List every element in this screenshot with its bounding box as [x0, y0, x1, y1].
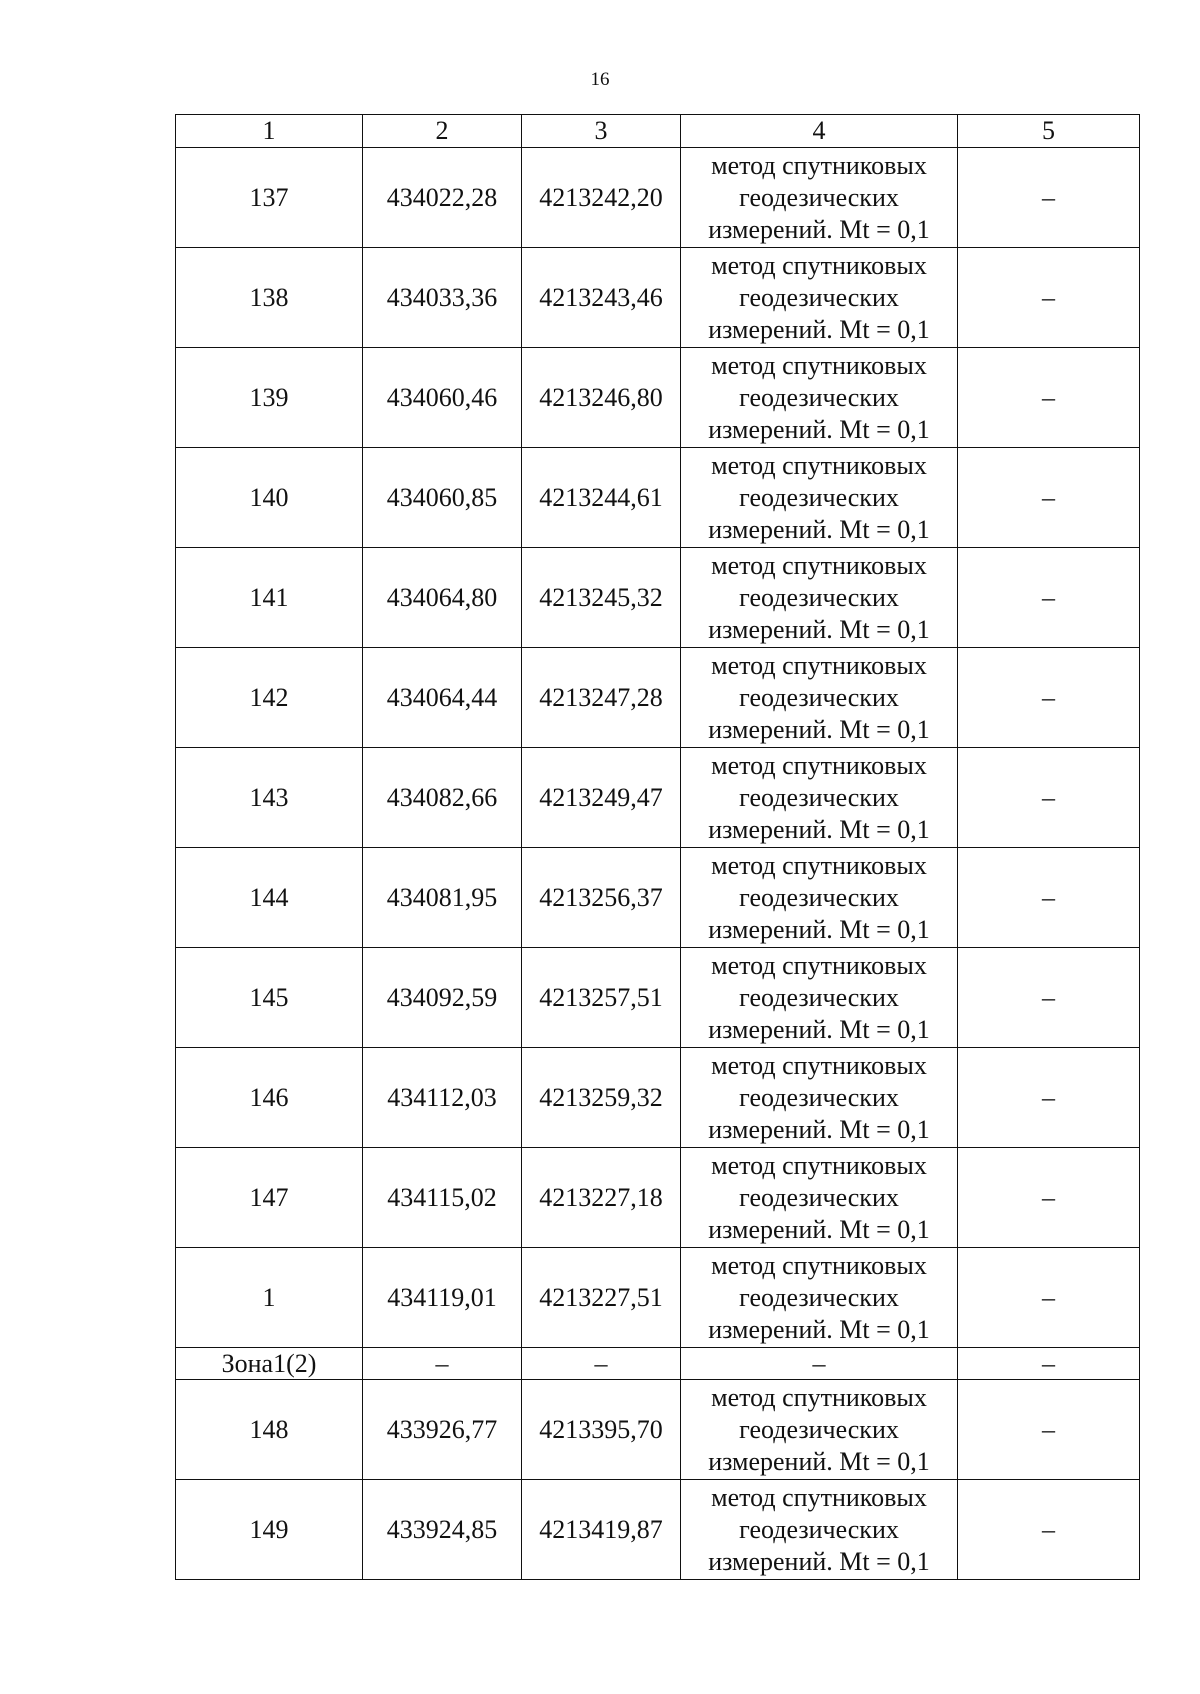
table-row	[176, 948, 1140, 1048]
point-number-cell: 145	[176, 948, 363, 1048]
method-text-line3: измерений. Mt = 0,1	[708, 1114, 930, 1144]
note-cell: –	[958, 548, 1140, 648]
method-text-line3: измерений. Mt = 0,1	[708, 1446, 930, 1476]
note-cell: –	[958, 648, 1140, 748]
method-text-line2: геодезических	[739, 1082, 899, 1112]
point-number-cell: 144	[176, 848, 363, 948]
point-number-cell: 137	[176, 148, 363, 248]
note-cell: –	[958, 1480, 1140, 1580]
method-text-line1: метод спутниковых	[711, 550, 927, 580]
method-text-line1: метод спутниковых	[711, 1050, 927, 1080]
method-text-line3: измерений. Mt = 0,1	[708, 1314, 930, 1344]
table-row	[176, 1480, 1140, 1580]
method-text-line1: метод спутниковых	[711, 1250, 927, 1280]
method-text-line2: геодезических	[739, 782, 899, 812]
table-row	[176, 1048, 1140, 1148]
coordinates-table	[175, 114, 1140, 1580]
method-text-line3: измерений. Mt = 0,1	[708, 714, 930, 744]
note-cell: –	[958, 848, 1140, 948]
point-number-cell: 147	[176, 1148, 363, 1248]
header-cell-1: 1	[176, 115, 363, 148]
method-text-line3: измерений. Mt = 0,1	[708, 214, 930, 244]
method-text-line3: измерений. Mt = 0,1	[708, 814, 930, 844]
method-text-line2: геодезических	[739, 482, 899, 512]
method-text-line1: метод спутниковых	[711, 350, 927, 380]
method-cell	[681, 148, 958, 248]
note-cell: –	[958, 1380, 1140, 1480]
y-coordinate-cell: 4213243,46	[522, 248, 681, 348]
point-number-cell: 1	[176, 1248, 363, 1348]
note-cell: –	[958, 1048, 1140, 1148]
point-number-cell: 138	[176, 248, 363, 348]
method-text-line2: геодезических	[739, 382, 899, 412]
note-cell: –	[958, 348, 1140, 448]
method-text-line3: измерений. Mt = 0,1	[708, 1546, 930, 1576]
zone-dash-cell: –	[363, 1348, 522, 1380]
method-text-line2: геодезических	[739, 282, 899, 312]
method-text-line1: метод спутниковых	[711, 150, 927, 180]
x-coordinate-cell: 434033,36	[363, 248, 522, 348]
table-row	[176, 848, 1140, 948]
y-coordinate-cell: 4213259,32	[522, 1048, 681, 1148]
note-cell: –	[958, 1148, 1140, 1248]
note-cell: –	[958, 1248, 1140, 1348]
method-cell	[681, 1380, 958, 1480]
point-number-cell: 142	[176, 648, 363, 748]
method-cell	[681, 748, 958, 848]
x-coordinate-cell: 433924,85	[363, 1480, 522, 1580]
method-text-line3: измерений. Mt = 0,1	[708, 414, 930, 444]
table-row	[176, 1248, 1140, 1348]
table-row	[176, 348, 1140, 448]
point-number-cell: 143	[176, 748, 363, 848]
method-cell	[681, 1480, 958, 1580]
table-row	[176, 148, 1140, 248]
zone-name-cell: Зона1(2)	[176, 1348, 363, 1380]
header-cell-3: 3	[522, 115, 681, 148]
method-text-line3: измерений. Mt = 0,1	[708, 514, 930, 544]
table-row	[176, 748, 1140, 848]
note-cell: –	[958, 248, 1140, 348]
method-text-line2: геодезических	[739, 682, 899, 712]
x-coordinate-cell: 433926,77	[363, 1380, 522, 1480]
method-cell	[681, 348, 958, 448]
x-coordinate-cell: 434022,28	[363, 148, 522, 248]
method-text-line3: измерений. Mt = 0,1	[708, 614, 930, 644]
y-coordinate-cell: 4213256,37	[522, 848, 681, 948]
method-text-line2: геодезических	[739, 982, 899, 1012]
point-number-cell: 149	[176, 1480, 363, 1580]
x-coordinate-cell: 434082,66	[363, 748, 522, 848]
method-text-line2: геодезических	[739, 1182, 899, 1212]
y-coordinate-cell: 4213227,18	[522, 1148, 681, 1248]
header-cell-2: 2	[363, 115, 522, 148]
method-cell	[681, 448, 958, 548]
y-coordinate-cell: 4213247,28	[522, 648, 681, 748]
table-header-row	[176, 115, 1140, 148]
table-row	[176, 648, 1140, 748]
y-coordinate-cell: 4213419,87	[522, 1480, 681, 1580]
method-text-line2: геодезических	[739, 1514, 899, 1544]
method-text-line3: измерений. Mt = 0,1	[708, 1014, 930, 1044]
x-coordinate-cell: 434060,46	[363, 348, 522, 448]
method-text-line2: геодезических	[739, 1414, 899, 1444]
method-text-line1: метод спутниковых	[711, 850, 927, 880]
note-cell: –	[958, 948, 1140, 1048]
method-text-line1: метод спутниковых	[711, 1482, 927, 1512]
y-coordinate-cell: 4213395,70	[522, 1380, 681, 1480]
method-cell	[681, 648, 958, 748]
method-text-line1: метод спутниковых	[711, 250, 927, 280]
y-coordinate-cell: 4213249,47	[522, 748, 681, 848]
table-row	[176, 448, 1140, 548]
zone-row	[176, 1348, 1140, 1380]
zone-dash-cell: –	[522, 1348, 681, 1380]
method-cell	[681, 848, 958, 948]
y-coordinate-cell: 4213245,32	[522, 548, 681, 648]
note-cell: –	[958, 448, 1140, 548]
table-row	[176, 548, 1140, 648]
method-cell	[681, 548, 958, 648]
method-text-line1: метод спутниковых	[711, 450, 927, 480]
table-row	[176, 1380, 1140, 1480]
point-number-cell: 139	[176, 348, 363, 448]
x-coordinate-cell: 434064,80	[363, 548, 522, 648]
method-text-line1: метод спутниковых	[711, 650, 927, 680]
method-text-line3: измерений. Mt = 0,1	[708, 914, 930, 944]
method-text-line2: геодезических	[739, 182, 899, 212]
method-cell	[681, 948, 958, 1048]
header-cell-5: 5	[958, 115, 1140, 148]
header-cell-4: 4	[681, 115, 958, 148]
method-cell	[681, 1248, 958, 1348]
point-number-cell: 148	[176, 1380, 363, 1480]
y-coordinate-cell: 4213227,51	[522, 1248, 681, 1348]
method-cell	[681, 1048, 958, 1148]
x-coordinate-cell: 434112,03	[363, 1048, 522, 1148]
method-text-line1: метод спутниковых	[711, 950, 927, 980]
table-row	[176, 1148, 1140, 1248]
coordinates-table-body	[176, 115, 1140, 1580]
method-text-line1: метод спутниковых	[711, 1150, 927, 1180]
x-coordinate-cell: 434115,02	[363, 1148, 522, 1248]
method-cell	[681, 1148, 958, 1248]
y-coordinate-cell: 4213257,51	[522, 948, 681, 1048]
point-number-cell: 146	[176, 1048, 363, 1148]
method-cell	[681, 248, 958, 348]
x-coordinate-cell: 434081,95	[363, 848, 522, 948]
method-text-line2: геодезических	[739, 582, 899, 612]
x-coordinate-cell: 434064,44	[363, 648, 522, 748]
point-number-cell: 140	[176, 448, 363, 548]
table-row	[176, 248, 1140, 348]
zone-dash-cell: –	[681, 1348, 958, 1380]
y-coordinate-cell: 4213244,61	[522, 448, 681, 548]
x-coordinate-cell: 434060,85	[363, 448, 522, 548]
method-text-line3: измерений. Mt = 0,1	[708, 314, 930, 344]
method-text-line2: геодезических	[739, 1282, 899, 1312]
y-coordinate-cell: 4213242,20	[522, 148, 681, 248]
zone-dash-cell: –	[958, 1348, 1140, 1380]
point-number-cell: 141	[176, 548, 363, 648]
note-cell: –	[958, 148, 1140, 248]
x-coordinate-cell: 434092,59	[363, 948, 522, 1048]
page-number: 16	[590, 69, 610, 90]
method-text-line1: метод спутниковых	[711, 1382, 927, 1412]
method-text-line3: измерений. Mt = 0,1	[708, 1214, 930, 1244]
method-text-line1: метод спутниковых	[711, 750, 927, 780]
x-coordinate-cell: 434119,01	[363, 1248, 522, 1348]
note-cell: –	[958, 748, 1140, 848]
y-coordinate-cell: 4213246,80	[522, 348, 681, 448]
method-text-line2: геодезических	[739, 882, 899, 912]
